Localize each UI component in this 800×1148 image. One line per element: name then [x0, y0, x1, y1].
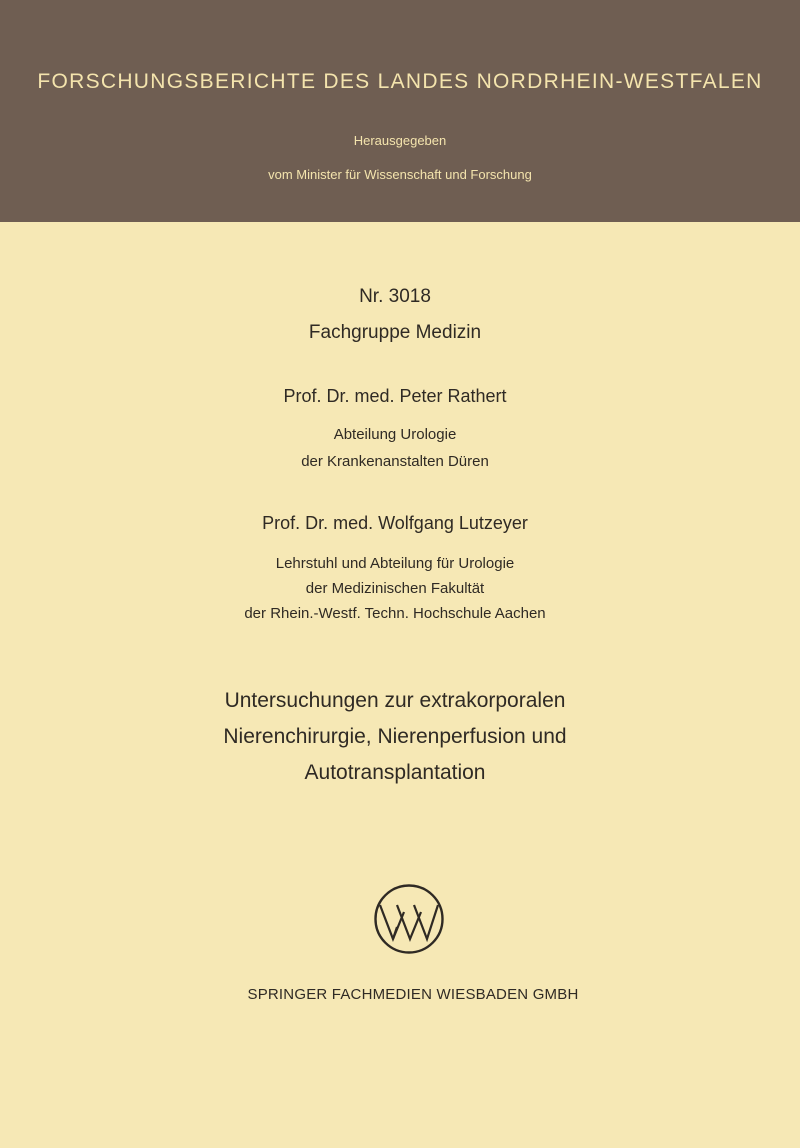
book-title-line: Autotransplantation — [304, 761, 486, 784]
book-title — [0, 683, 790, 791]
author-2-affiliation-line: der Rhein.-Westf. Techn. Hochschule Aachen — [244, 605, 546, 622]
book-title-line: Untersuchungen zur extrakorporalen — [224, 689, 566, 712]
cover-content — [0, 222, 800, 1148]
editor-line-1: Herausgegeben — [353, 133, 447, 148]
editor-line-2: vom Minister für Wissenschaft und Forschung — [268, 167, 532, 182]
author-1-affiliation-line: Abteilung Urologie — [333, 426, 457, 443]
series-title: FORSCHUNGSBERICHTE DES LANDES NORDRHEIN-WESTFALEN — [37, 70, 763, 93]
publisher-name: SPRINGER FACHMEDIEN WIESBADEN GMBH — [247, 986, 579, 1003]
author-1-affiliation-line: der Krankenanstalten Düren — [301, 453, 489, 470]
report-number: Nr. 3018 — [359, 286, 431, 307]
author-2-affiliation-line: Lehrstuhl und Abteilung für Urologie — [275, 555, 515, 572]
series-header-band — [0, 0, 800, 222]
subject-group: Fachgruppe Medizin — [308, 322, 482, 343]
author-name-1: Prof. Dr. med. Peter Rathert — [283, 386, 507, 406]
author-2-affiliation-line: der Medizinischen Fakultät — [305, 580, 485, 597]
book-title-line: Nierenchirurgie, Nierenperfusion und — [223, 725, 567, 748]
springer-vieweg-w-logo-icon — [373, 883, 445, 955]
author-name-2: Prof. Dr. med. Wolfgang Lutzeyer — [262, 513, 528, 533]
